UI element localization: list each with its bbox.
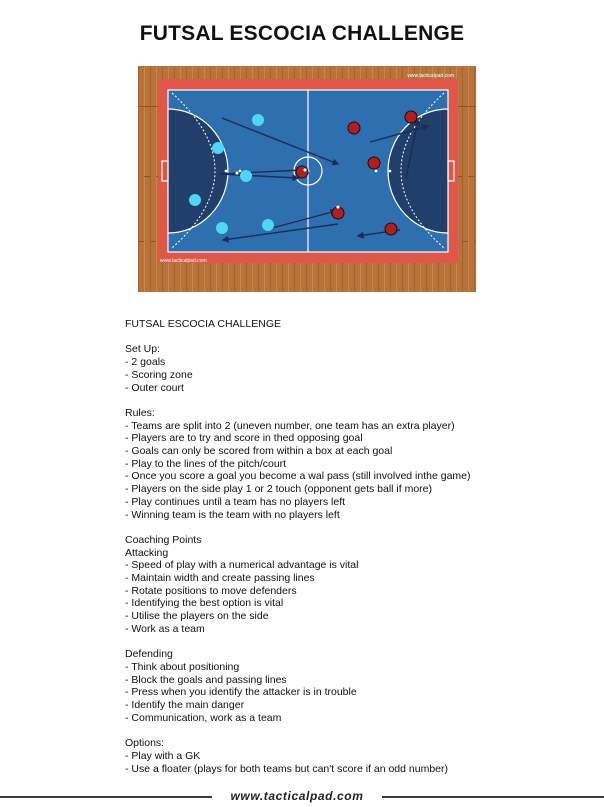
list-item: - Identifying the best option is vital <box>125 597 284 610</box>
list-item: - Players on the side play 1 or 2 touch (opponent gets ball if more) <box>125 483 433 496</box>
list-item: - Block the goals and passing lines <box>125 673 287 686</box>
ball-icon <box>336 205 340 209</box>
team-a-player <box>252 114 264 126</box>
footer-rule-left <box>0 796 212 798</box>
list-item: - Once you score a goal you become a wal pass (still involved inthe game) <box>125 470 471 483</box>
team-b-player <box>405 111 417 123</box>
page-title: FUTSAL ESCOCIA CHALLENGE <box>139 22 465 45</box>
team-b-player <box>296 166 308 178</box>
team-a-player <box>189 194 201 206</box>
coaching-label: Coaching Points <box>125 533 202 546</box>
list-item: - Scoring zone <box>125 368 193 381</box>
list-item: - Think about positioning <box>125 660 240 673</box>
team-a-player <box>240 170 252 182</box>
setup-label: Set Up: <box>125 343 161 356</box>
footer-rule-right <box>382 796 604 798</box>
penalty-spot <box>375 170 378 173</box>
list-item: - Maintain width and create passing lines <box>125 572 315 585</box>
team-a-player <box>262 219 274 231</box>
list-item: - Communication, work as a team <box>125 711 282 724</box>
session-text <box>125 318 585 788</box>
list-item: - Play with a GK <box>125 749 201 762</box>
list-item: - Work as a team <box>125 622 205 635</box>
list-item: - Press when you identify the attacker is in trouble <box>125 686 357 699</box>
team-b-player <box>368 157 380 169</box>
list-item: - Outer court <box>125 381 184 394</box>
options-section <box>125 737 585 775</box>
list-item: - Goals can only be scored from within a box at each goal <box>125 445 393 457</box>
ball-icon <box>303 168 307 172</box>
options-label: Options: <box>125 737 165 750</box>
list-item: - Utilise the players on the side <box>125 610 269 623</box>
list-item: - Use a floater (plays for both teams but can't score if an odd number) <box>125 762 448 775</box>
team-b-player <box>348 122 360 134</box>
rules-label: Rules: <box>125 406 155 419</box>
futsal-court-diagram <box>138 66 476 292</box>
defending-section <box>125 648 585 724</box>
penalty-spot <box>389 170 392 173</box>
watermark-bottom: www.tacticalpad.com <box>160 258 207 264</box>
list-item: - Speed of play with a numerical advantage is vital <box>125 559 359 572</box>
list-item: - Winning team is the team with no players left <box>125 508 340 521</box>
team-b-player <box>385 223 397 235</box>
ball-icon <box>235 171 239 175</box>
list-item: - Teams are split into 2 (uneven number, one team has an extra player) <box>125 419 455 432</box>
session-heading: FUTSAL ESCOCIA CHALLENGE <box>125 318 281 330</box>
attacking-label: Attacking <box>125 546 169 559</box>
team-a-player <box>212 142 224 154</box>
list-item: - Rotate positions to move defenders <box>125 584 297 597</box>
list-item: - Players are to try and score in thed opposing goal <box>125 432 363 445</box>
list-item: - 2 goals <box>125 356 166 369</box>
page-footer <box>0 789 604 807</box>
team-a-player <box>216 222 228 234</box>
list-item: - Play continues until a team has no players left <box>125 495 346 508</box>
list-item: - Identify the main danger <box>125 699 245 712</box>
penalty-spot <box>225 170 228 173</box>
list-item: - Play to the lines of the pitch/court <box>125 457 287 470</box>
defending-label: Defending <box>125 648 173 661</box>
penalty-spot <box>239 170 242 173</box>
setup-section <box>125 343 585 394</box>
watermark-top: www.tacticalpad.com <box>407 73 454 79</box>
attacking-section <box>125 534 585 636</box>
footer-brand: www.tacticalpad.com <box>230 789 364 803</box>
rules-section <box>125 407 585 521</box>
